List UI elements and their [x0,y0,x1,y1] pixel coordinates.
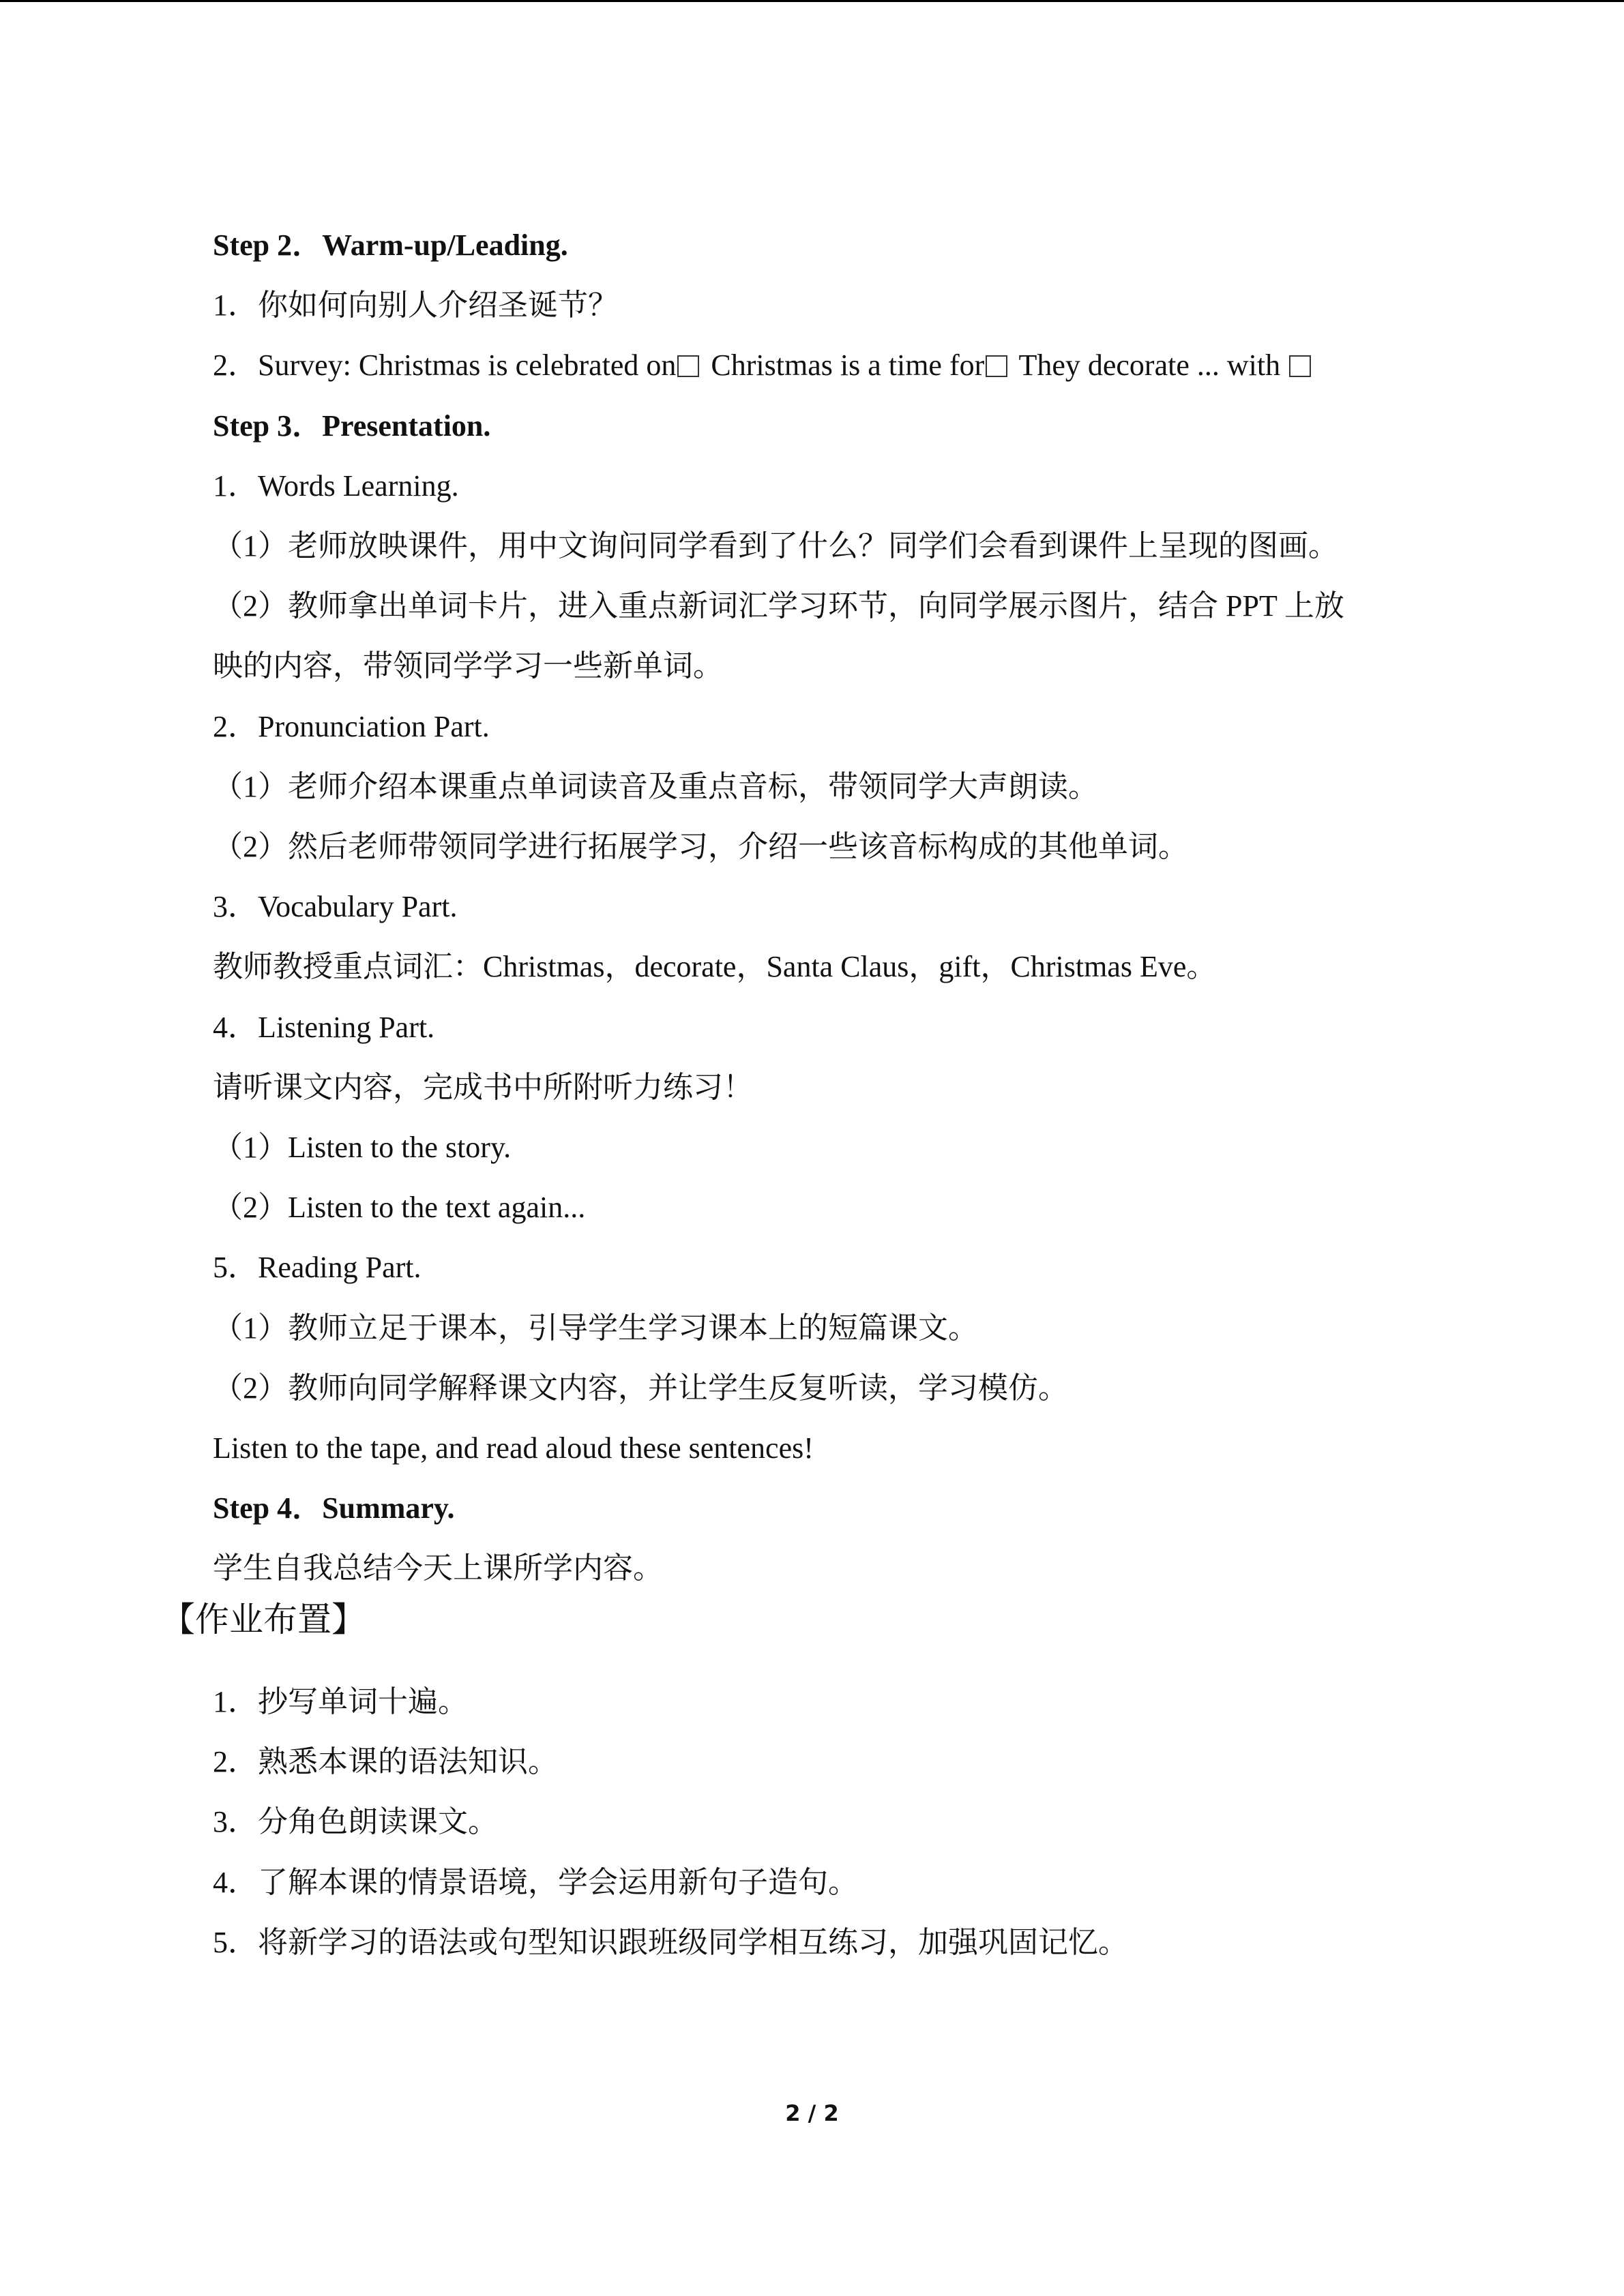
listening-intro: 请听课文内容，完成书中所附听力练习！ [213,1070,753,1104]
vocabulary-title: 3．Vocabulary Part. [213,890,458,924]
blank-box-icon [677,355,699,377]
blank-box-icon [986,355,1007,377]
step2-item-2 [213,336,1481,396]
page-number: 2 / 2 [785,2100,839,2126]
lesson-body [213,215,1481,1599]
reading-item-1: （1）教师立足于课本，引导学生学习课本上的短篇课文。 [213,1311,978,1345]
words-learning-item-2a: （2）教师拿出单词卡片，进入重点新词汇学习环节，向同学展示图片，结合 PPT 上放 [213,589,1345,623]
reading-item-2: （2）教师向同学解释课文内容，并让学生反复听读，学习模仿。 [213,1371,1068,1405]
homework-item-1: 1．抄写单词十遍。 [213,1685,468,1718]
pronunciation-item-1: （1）老师介绍本课重点单词读音及重点音标，带领同学大声朗读。 [213,769,1098,803]
homework-heading: 【作业布置】 [161,1600,366,1639]
step2-item-1: 1．你如何向别人介绍圣诞节？ [213,288,618,323]
survey-part-2: Christmas is a time for [703,348,985,383]
summary-item-1: 学生自我总结今天上课所学内容。 [213,1551,663,1585]
homework-item-5: 5．将新学习的语法或句型知识跟班级同学相互练习，加强巩固记忆。 [213,1925,1128,1959]
homework-item-3: 3．分角色朗读课文。 [213,1805,498,1839]
listening-item-1: （1）Listen to the story. [213,1131,512,1165]
homework-list [213,1672,1481,1973]
survey-part-1: 2．Survey: Christmas is celebrated on [213,348,677,383]
step3-title: Step 3．Presentation. [213,408,491,443]
words-learning-title: 1．Words Learning. [213,468,459,503]
words-learning-item-1: （1）老师放映课件，用中文询问同学看到了什么？同学们会看到课件上呈现的图画。 [213,529,1338,563]
listening-title: 4．Listening Part. [213,1010,435,1044]
homework-item-2: 2．熟悉本课的语法知识。 [213,1745,558,1779]
vocabulary-item-1: 教师教授重点词汇：Christmas，decorate，Santa Claus，gift，Christmas Eve。 [213,950,1217,984]
words-learning-item-2b: 映的内容，带领同学学习一些新单词。 [213,649,723,683]
listening-item-2: （2）Listen to the text again... [213,1191,586,1225]
homework-item-4: 4．了解本课的情景语境，学会运用新句子造句。 [213,1865,858,1899]
reading-item-3: Listen to the tape, and read aloud these sentences! [213,1431,814,1465]
step4-title: Step 4．Summary. [213,1491,455,1525]
step2-title: Step 2．Warm-up/Leading. [213,228,568,262]
reading-title: 5．Reading Part. [213,1251,422,1285]
survey-part-3: They decorate ... with [1012,348,1288,383]
page-top-border [0,0,1624,2]
blank-box-icon [1289,355,1311,377]
pronunciation-item-2: （2）然后老师带领同学进行拓展学习，介绍一些该音标构成的其他单词。 [213,830,1188,864]
pronunciation-title: 2．Pronunciation Part. [213,709,490,743]
